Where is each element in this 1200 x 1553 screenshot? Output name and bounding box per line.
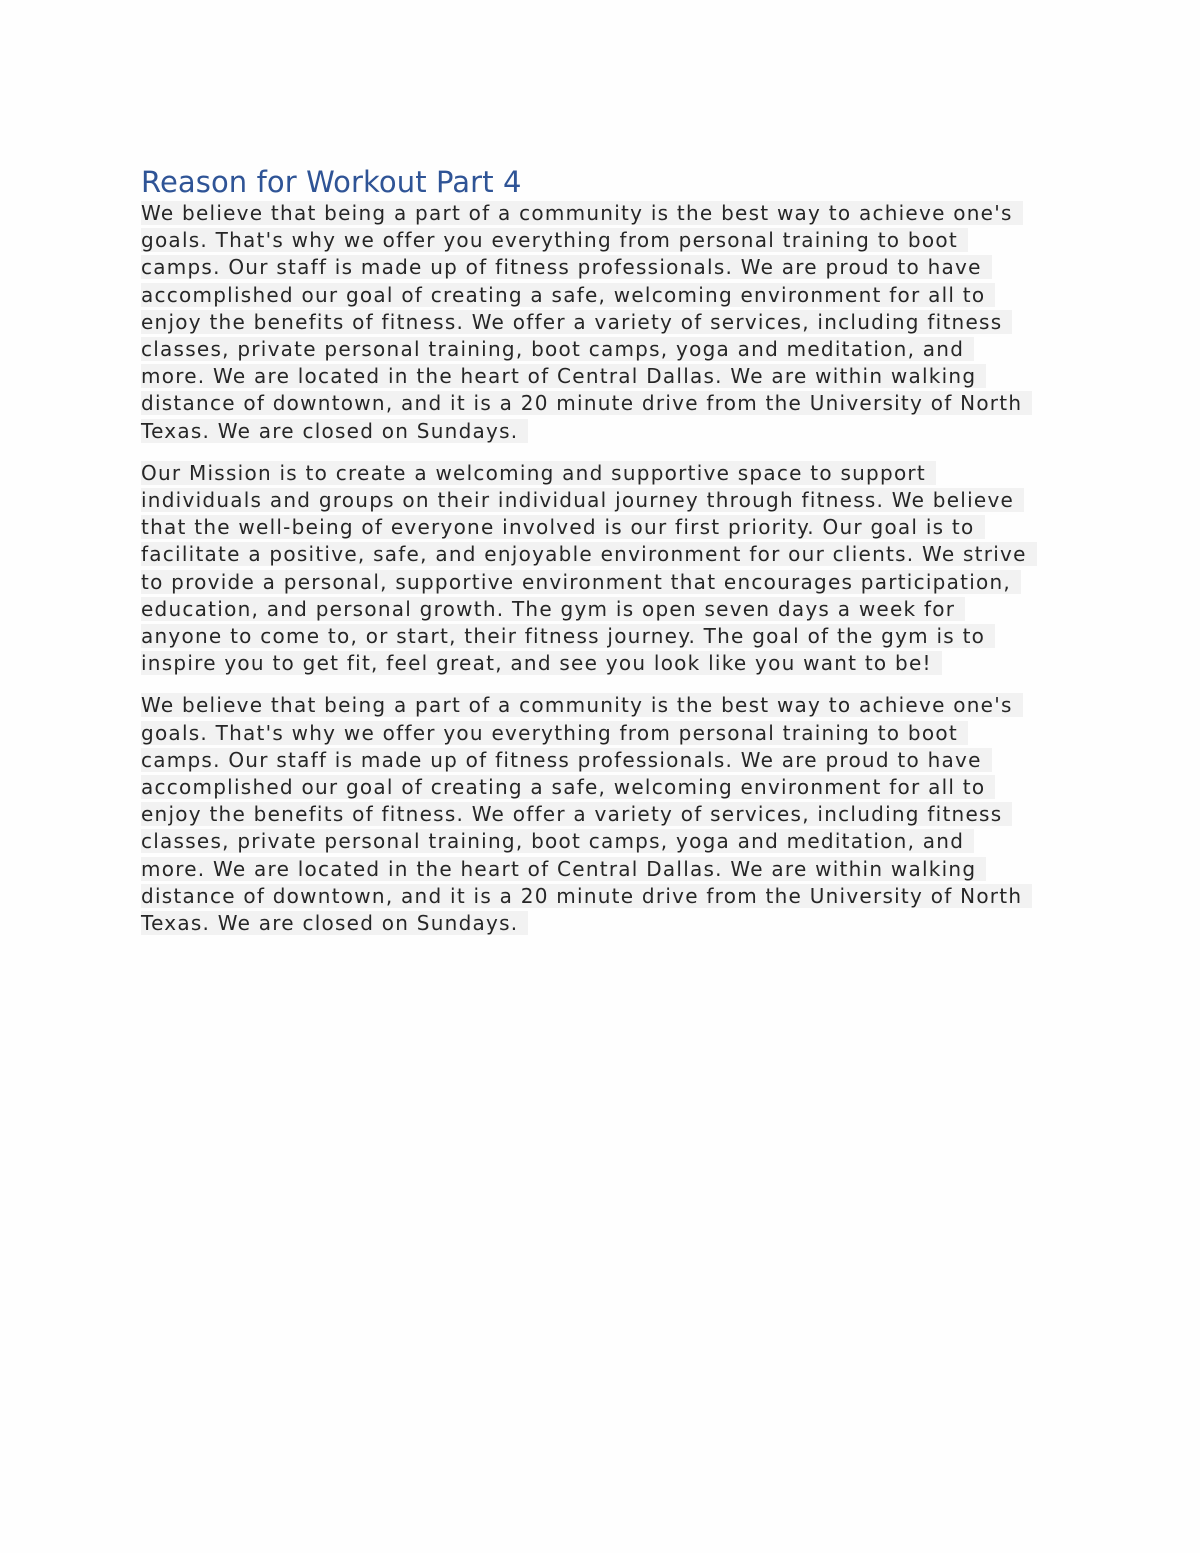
text-line-content: distance of downtown, and it is a 20 minute drive from the University of North <box>141 884 1032 908</box>
text-line <box>141 720 1061 747</box>
text-line <box>141 623 1061 650</box>
text-line <box>141 541 1061 568</box>
text-line <box>141 363 1061 390</box>
text-line <box>141 390 1061 417</box>
text-line-content: accomplished our goal of creating a safe, welcoming environment for all to <box>141 283 995 307</box>
text-line <box>141 910 1061 937</box>
text-line <box>141 418 1061 445</box>
text-line-content: that the well-being of everyone involved is our first priority. Our goal is to <box>141 515 985 539</box>
text-line <box>141 650 1061 677</box>
text-line <box>141 883 1061 910</box>
text-line-content: classes, private personal training, boot camps, yoga and meditation, and <box>141 337 974 361</box>
text-line-content: classes, private personal training, boot camps, yoga and meditation, and <box>141 829 974 853</box>
paragraph-2 <box>141 460 1061 678</box>
document-title: Reason for Workout Part 4 <box>141 165 522 199</box>
text-line-content: education, and personal growth. The gym is open seven days a week for <box>141 597 965 621</box>
text-line <box>141 254 1061 281</box>
text-line-content: We believe that being a part of a community is the best way to achieve one's <box>141 201 1023 225</box>
text-line-content: anyone to come to, or start, their fitness journey. The goal of the gym is to <box>141 624 995 648</box>
text-line <box>141 569 1061 596</box>
text-line <box>141 692 1061 719</box>
text-line-content: distance of downtown, and it is a 20 minute drive from the University of North <box>141 391 1032 415</box>
text-line <box>141 487 1061 514</box>
text-line-content: more. We are located in the heart of Central Dallas. We are within walking <box>141 364 986 388</box>
text-line-content: enjoy the benefits of fitness. We offer a variety of services, including fitness <box>141 310 1012 334</box>
text-line <box>141 747 1061 774</box>
paragraph-list <box>141 200 1061 937</box>
text-line <box>141 856 1061 883</box>
text-line <box>141 282 1061 309</box>
text-line <box>141 596 1061 623</box>
paragraph-1 <box>141 200 1061 445</box>
text-line <box>141 514 1061 541</box>
text-line-content: Texas. We are closed on Sundays. <box>141 419 528 443</box>
text-line-content: Texas. We are closed on Sundays. <box>141 911 528 935</box>
text-line <box>141 774 1061 801</box>
text-line-content: facilitate a positive, safe, and enjoyable environment for our clients. We strive <box>141 542 1037 566</box>
text-line <box>141 227 1061 254</box>
text-line <box>141 336 1061 363</box>
text-line-content: individuals and groups on their individual journey through fitness. We believe <box>141 488 1024 512</box>
text-line <box>141 309 1061 336</box>
text-line <box>141 460 1061 487</box>
text-line-content: inspire you to get fit, feel great, and see you look like you want to be! <box>141 651 942 675</box>
text-line-content: to provide a personal, supportive environment that encourages participation, <box>141 570 1021 594</box>
text-line-content: Our Mission is to create a welcoming and supportive space to support <box>141 461 936 485</box>
text-line-content: camps. Our staff is made up of fitness professionals. We are proud to have <box>141 255 992 279</box>
paragraph-3 <box>141 692 1061 937</box>
text-line <box>141 801 1061 828</box>
text-line-content: We believe that being a part of a community is the best way to achieve one's <box>141 693 1023 717</box>
text-line-content: camps. Our staff is made up of fitness professionals. We are proud to have <box>141 748 992 772</box>
text-line-content: accomplished our goal of creating a safe, welcoming environment for all to <box>141 775 995 799</box>
text-line-content: goals. That's why we offer you everything from personal training to boot <box>141 228 968 252</box>
text-line-content: more. We are located in the heart of Central Dallas. We are within walking <box>141 857 986 881</box>
text-line <box>141 828 1061 855</box>
text-line <box>141 200 1061 227</box>
text-line-content: goals. That's why we offer you everything from personal training to boot <box>141 721 968 745</box>
document-body <box>141 164 1061 952</box>
text-line-content: enjoy the benefits of fitness. We offer a variety of services, including fitness <box>141 802 1012 826</box>
